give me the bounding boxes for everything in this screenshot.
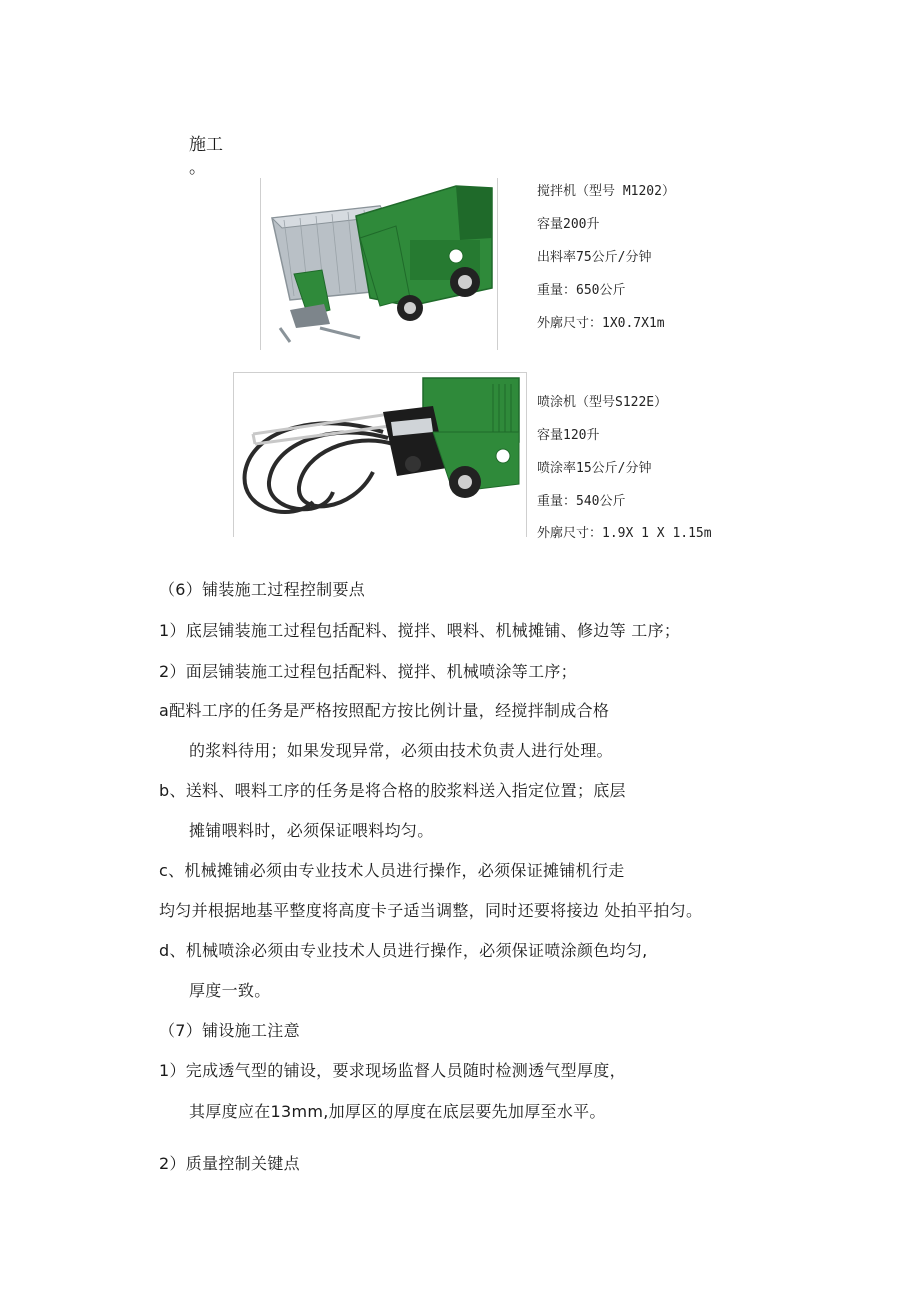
mixer-illustration (260, 178, 498, 350)
paragraph-1: 1）底层铺装施工过程包括配料、搅拌、喂料、机械摊铺、修边等 工序； (159, 621, 681, 640)
paragraph-a-cont: 的浆料待用；如果发现异常，必须由技术负责人进行处理。 (189, 741, 613, 760)
mixer-dimensions: 外廓尺寸：1X0.7X1m (537, 316, 665, 331)
mixer-output-rate: 出料率75公斤/分钟 (537, 250, 652, 265)
paragraph-2: 2）面层铺装施工过程包括配料、搅拌、机械喷涂等工序； (159, 662, 577, 681)
header-line-2: 。 (189, 158, 206, 178)
paragraph-a: a配料工序的任务是严格按照配方按比例计量，经搅拌制成合格 (159, 701, 610, 720)
section-heading-6: （6）铺装施工过程控制要点 (159, 580, 366, 599)
sprayer-spray-rate: 喷涂率15公斤/分钟 (537, 461, 652, 476)
paragraph-c: c、机械摊铺必须由专业技术人员进行操作，必须保证摊铺机行走 (159, 861, 625, 880)
sprayer-dimensions: 外廓尺寸：1.9X 1 X 1.15m (537, 526, 712, 541)
paragraph-7-2: 2）质量控制关键点 (159, 1154, 300, 1173)
mixer-name: 搅拌机（型号 M1202） (537, 184, 675, 199)
paragraph-d: d、机械喷涂必须由专业技术人员进行操作，必须保证喷涂颜色均匀, (159, 941, 648, 960)
sprayer-weight: 重量：540公斤 (537, 494, 626, 509)
section-heading-7: （7）铺设施工注意 (159, 1021, 300, 1040)
mixer-capacity: 容量200升 (537, 217, 600, 232)
paragraph-d-cont: 厚度一致。 (189, 981, 271, 1000)
paragraph-7-1-cont: 其厚度应在13mm,加厚区的厚度在底层要先加厚至水平。 (189, 1102, 606, 1121)
sprayer-illustration (233, 372, 527, 537)
mixer-weight: 重量：650公斤 (537, 283, 626, 298)
sprayer-capacity: 容量120升 (537, 428, 600, 443)
paragraph-b: b、送料、喂料工序的任务是将合格的胶浆料送入指定位置；底层 (159, 781, 626, 800)
paragraph-7-1: 1）完成透气型的铺设，要求现场监督人员随时检测透气型厚度， (159, 1061, 626, 1080)
paragraph-c-cont: 均匀并根据地基平整度将高度卡子适当调整，同时还要将接边 处拍平拍匀。 (159, 901, 703, 920)
mixer-machine-image (260, 178, 498, 350)
paragraph-b-cont: 摊铺喂料时，必须保证喂料均匀。 (189, 821, 434, 840)
sprayer-machine-image (233, 372, 527, 537)
header-line-1: 施工 (189, 135, 223, 155)
sprayer-name: 喷涂机（型号S122E） (537, 395, 668, 410)
